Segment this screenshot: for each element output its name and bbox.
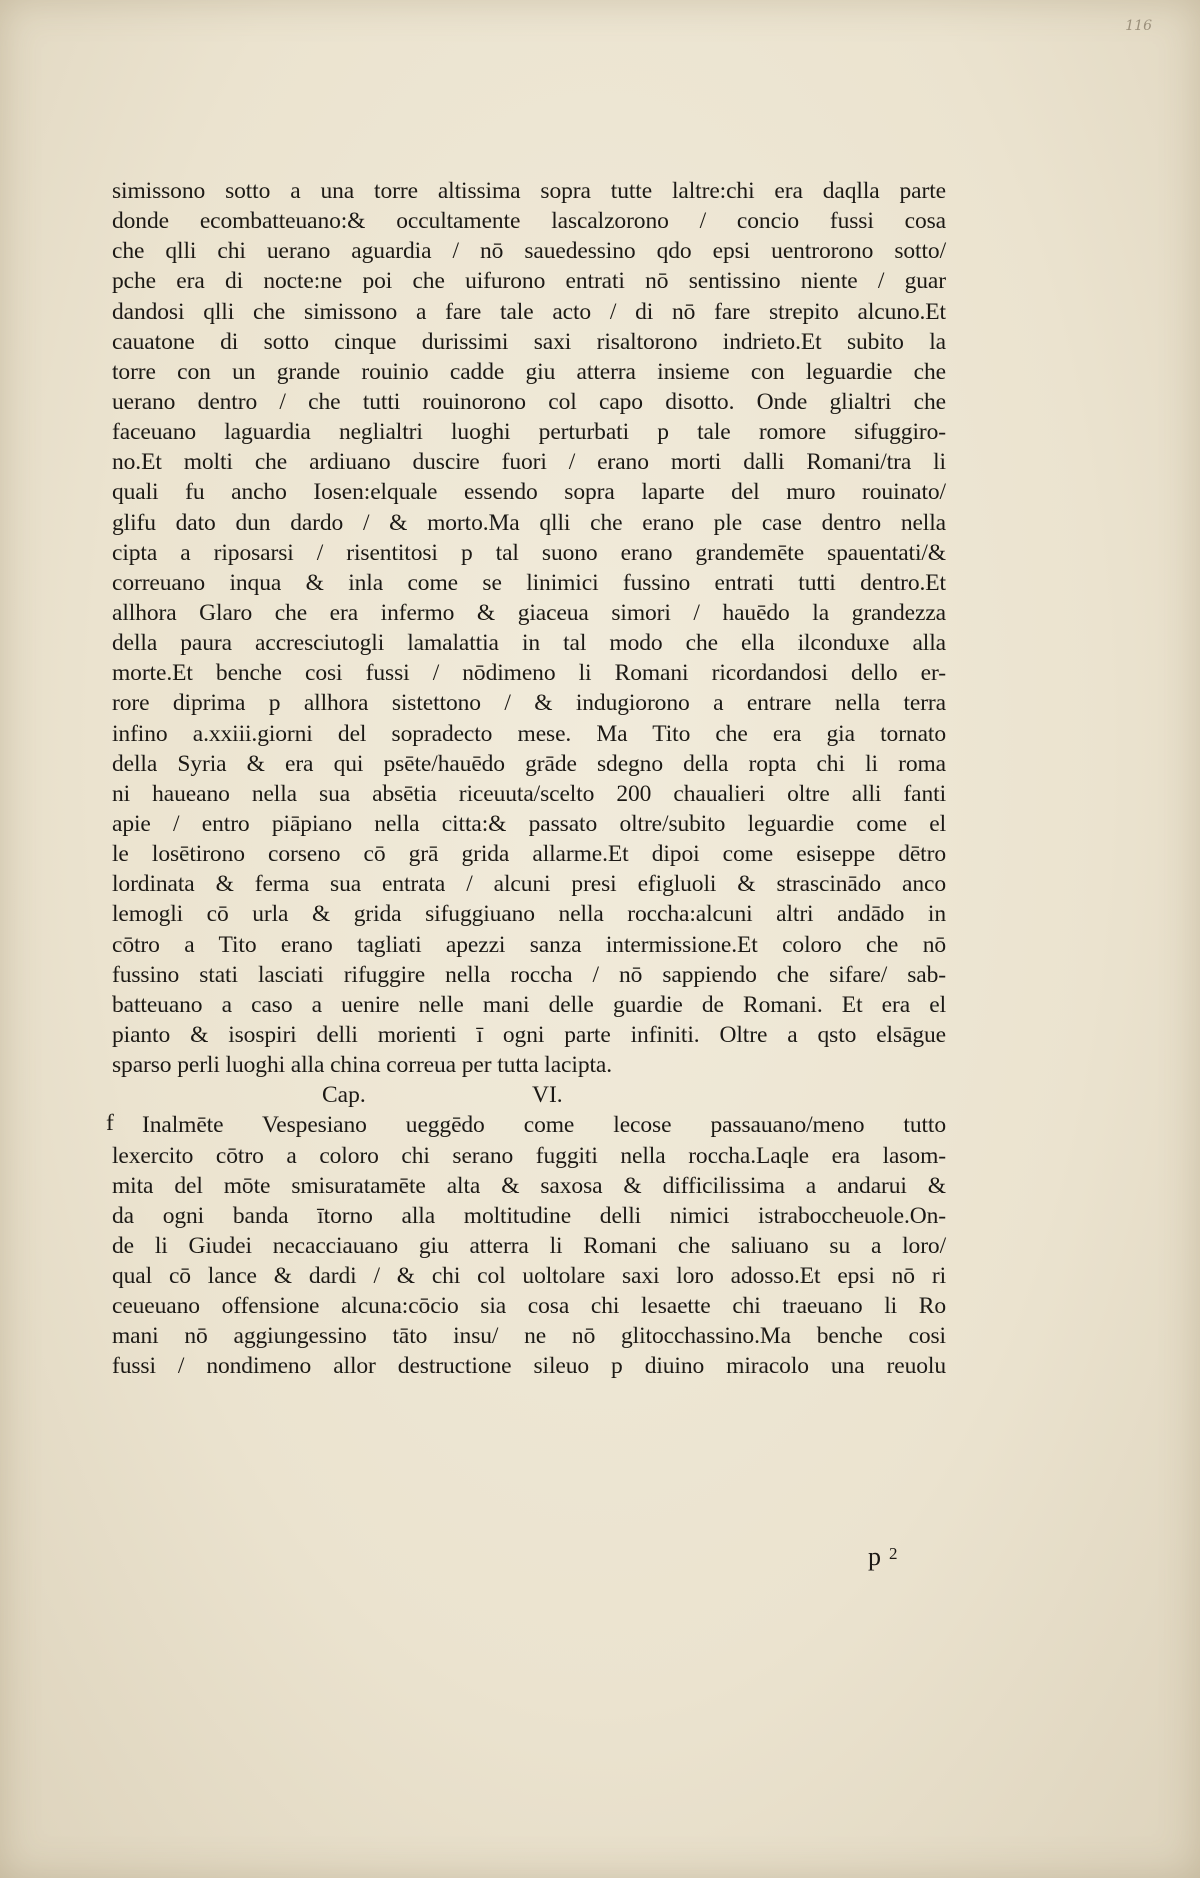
- text-lines-before-chapter: [112, 176, 946, 1080]
- text-line: sparso perli luoghi alla china correua per tutta lacipta.: [112, 1052, 612, 1079]
- folio-number: 116: [1125, 18, 1152, 34]
- text-line: simissono sotto a una torre altissima sopra tutte laltre:chi era daqlla parte: [112, 178, 946, 204]
- text-line: pche era di nocte:ne poi che uifurono entrati nō sentissino niente / guar: [112, 268, 946, 295]
- text-line: allhora Glaro che era infermo & giaceua simori / hauēdo la grandezza: [112, 599, 946, 626]
- text-line: fussino stati lasciati rifuggire nella roccha / nō sappiendo che sifare/ sab-: [112, 961, 946, 988]
- text-line: della Syria & era qui psēte/hauēdo grāde sdegno della ropta chi li roma: [112, 750, 946, 777]
- text-line: mani nō aggiungessino tāto insu/ ne nō glitocchassino.Ma benche cosi: [112, 1323, 946, 1350]
- text-line: uerano dentro / che tutti rouinorono col capo disotto. Onde glialtri che: [112, 388, 946, 415]
- text-line: cauatone di sotto cinque durissimi saxi risaltorono indrieto.Et subito la: [112, 328, 946, 355]
- text-line: cōtro a Tito erano tagliati apezzi sanza intermissione.Et coloro che nō: [112, 931, 946, 958]
- text-line: lexercito cōtro a coloro chi serano fuggiti nella roccha.Laqle era lasom-: [112, 1142, 946, 1169]
- text-line: batteuano a caso a uenire nelle mani delle guardie de Romani. Et era el: [112, 991, 946, 1018]
- text-line: fussi / nondimeno allor destructione sileuo p diuino miracolo una reuolu: [112, 1353, 946, 1380]
- text-line: donde ecombatteuano:& occultamente lascalzorono / concio fussi cosa: [112, 208, 946, 235]
- text-line: apie / entro piāpiano nella citta:& passato oltre/subito leguardie come el: [112, 810, 946, 837]
- text-line: le losētirono corseno cō grā grida allarme.Et dipoi come esiseppe dētro: [112, 841, 946, 868]
- initial-area: [106, 1110, 946, 1381]
- text-line: qual cō lance & dardi / & chi col uoltolare saxi loro adosso.Et epsi nō ri: [112, 1263, 946, 1290]
- guide-letter: f: [106, 1110, 114, 1137]
- text-line: pianto & isospiri delli morienti ī ogni parte infiniti. Oltre a qsto elsāgue: [112, 1021, 946, 1048]
- text-line: de li Giudei necacciauano giu atterra li Romani che saliuano su a loro/: [112, 1232, 946, 1259]
- signature-mark: [868, 1542, 898, 1572]
- text-line: infino a.xxiii.giorni del sopradecto mese. Ma Tito che era gia tornato: [112, 720, 946, 747]
- signature-letter: p: [868, 1542, 881, 1571]
- text-line: mita del mōte smisuratamēte alta & saxosa & difficilissima a andarui &: [112, 1172, 946, 1199]
- text-line: glifu dato dun dardo / & morto.Ma qlli che erano ple case dentro nella: [112, 509, 946, 536]
- text-line: Inalmēte Vespesiano ueggēdo come lecose passauano/meno tutto: [142, 1112, 946, 1139]
- chapter-heading: [112, 1080, 946, 1110]
- signature-number: 2: [889, 1544, 898, 1563]
- text-line: lemogli cō urla & grida sifuggiuano nella roccha:alcuni altri andādo in: [112, 901, 946, 928]
- text-line: correuano inqua & inla come se linimici fussino entrati tutti dentro.Et: [112, 569, 946, 596]
- text-line: no.Et molti che ardiuano duscire fuori / erano morti dalli Romani/tra li: [112, 449, 946, 476]
- chapter-number: VI.: [532, 1082, 563, 1109]
- text-line: ceueuano offensione alcuna:cōcio sia cosa chi lesaette chi traeuano li Ro: [112, 1293, 946, 1320]
- text-line: che qlli chi uerano aguardia / nō sauedessino qdo epsi uentrorono sotto/: [112, 238, 946, 265]
- text-line: faceuano laguardia neglialtri luoghi perturbati p tale romore sifuggiro-: [112, 419, 946, 446]
- text-line: da ogni banda ītorno alla moltitudine delli nimici istraboccheuole.On-: [112, 1202, 946, 1229]
- text-block: [106, 176, 946, 1382]
- text-line: rore diprima p allhora sistettono / & indugiorono a entrare nella terra: [112, 690, 946, 717]
- chapter-label: Cap.: [322, 1082, 366, 1109]
- text-line: della paura accresciutogli lamalattia in tal modo che ella ilconduxe alla: [112, 630, 946, 657]
- text-line: lordinata & ferma sua entrata / alcuni presi efigluoli & strascinādo anco: [112, 871, 946, 898]
- text-line: dandosi qlli che simissono a fare tale acto / di nō fare strepito alcuno.Et: [112, 298, 946, 325]
- text-line: torre con un grande rouinio cadde giu atterra insieme con leguardie che: [112, 358, 946, 385]
- text-lines-after-chapter: [112, 1110, 946, 1381]
- text-line: morte.Et benche cosi fussi / nōdimeno li Romani ricordandosi dello er-: [112, 660, 946, 687]
- text-line: cipta a riposarsi / risentitosi p tal suono erano grandemēte spauentati/&: [112, 539, 946, 566]
- text-line: quali fu ancho Iosen:elquale essendo sopra laparte del muro rouinato/: [112, 479, 946, 506]
- text-line: ni haueano nella sua absētia riceuuta/scelto 200 chaualieri oltre alli fanti: [112, 780, 946, 807]
